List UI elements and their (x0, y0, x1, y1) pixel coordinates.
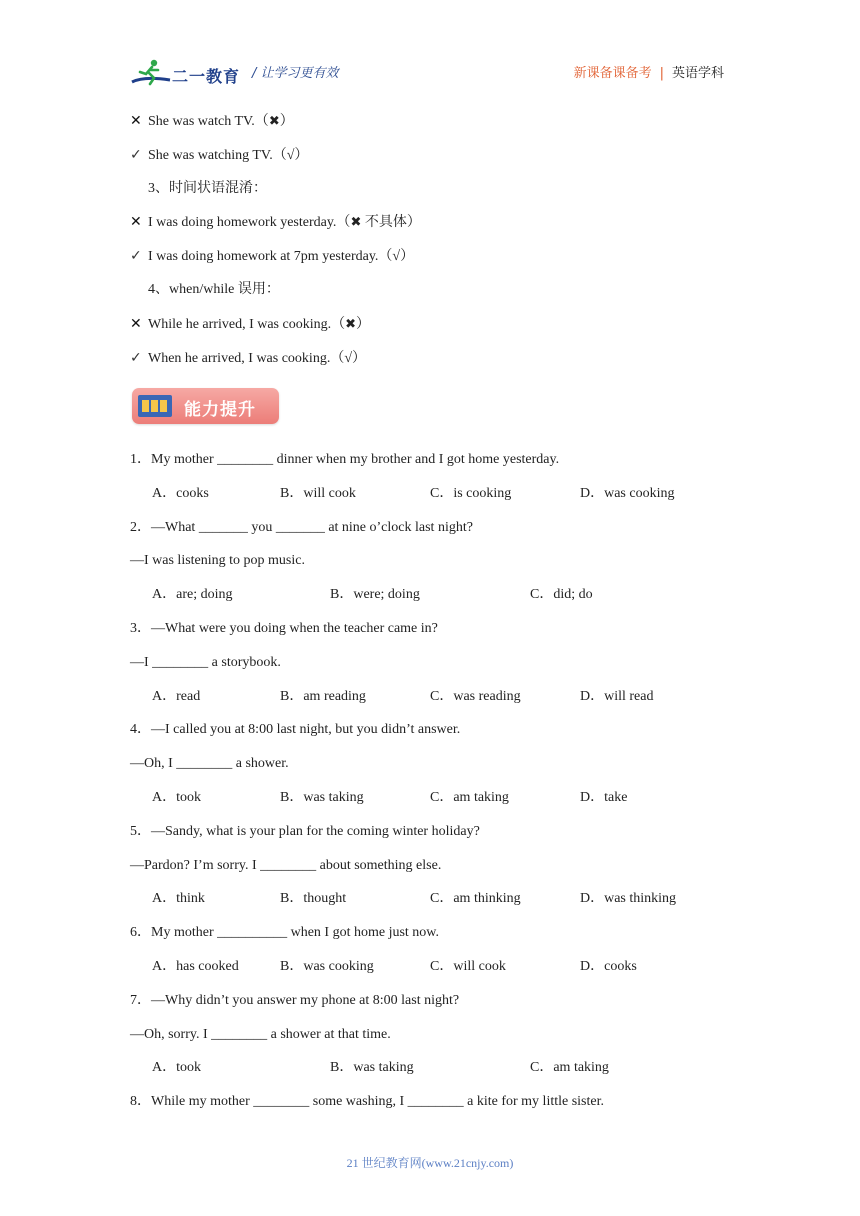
answer-option[interactable]: D．was cooking (580, 485, 675, 501)
header-right (574, 62, 724, 81)
options-row (130, 956, 750, 990)
answer-option[interactable]: B．am reading (280, 688, 366, 704)
answer-option[interactable]: D．cooks (580, 958, 637, 974)
note-line (130, 279, 730, 313)
note-line (130, 245, 730, 279)
correct-icon: ✓ (130, 248, 142, 265)
options-row (130, 686, 750, 720)
presentation-icon (138, 395, 172, 417)
answer-option[interactable]: A．cooks (152, 485, 209, 501)
answer-option[interactable]: D．will read (580, 688, 654, 704)
answer-option[interactable]: C．am taking (530, 1060, 609, 1076)
question-stem: 7．—Why didn’t you answer my phone at 8:00 last night? (130, 992, 460, 1008)
runner-logo-icon (130, 58, 174, 88)
question-stem: —Oh, I ________ a shower. (130, 756, 289, 772)
logo (130, 58, 240, 88)
cross-symbol: ✖ (345, 316, 357, 332)
header-subject: 英语学科 (671, 66, 724, 81)
note-text: She was watching TV.（√） (148, 147, 309, 163)
options-row (130, 888, 750, 922)
answer-option[interactable]: B．was taking (280, 789, 364, 805)
slogan: / 让学习更有效 (252, 66, 339, 81)
question-stem: 8．While my mother ________ some washing, I ________ a kite for my little sister. (130, 1094, 604, 1110)
question-stem: 6．My mother __________ when I got home just now. (130, 925, 440, 941)
answer-option[interactable]: B．will cook (280, 485, 356, 501)
question-list (130, 449, 750, 1125)
note-text: I was doing homework yesterday.（ (148, 215, 351, 231)
note-text: I was doing homework at 7pm yesterday.（√） (148, 249, 415, 265)
question-stem: —I ________ a storybook. (130, 654, 281, 670)
cross-symbol: ✖ (350, 215, 362, 231)
note-line (130, 313, 730, 347)
question-stem: —Oh, sorry. I ________ a shower at that time. (130, 1026, 391, 1042)
note-line (130, 144, 730, 178)
note-text: While he arrived, I was cooking.（ (148, 316, 346, 332)
answer-option[interactable]: A．think (152, 891, 205, 907)
question-stem: 3．—What were you doing when the teacher came in? (130, 620, 438, 636)
answer-option[interactable]: B．were; doing (330, 587, 420, 603)
question-stem: 1．My mother ________ dinner when my brother and I got home yesterday. (130, 452, 560, 467)
options-row (130, 483, 750, 517)
note-line (130, 178, 730, 212)
note-text: She was watch TV.（ (148, 114, 269, 129)
question-stem: 5．—Sandy, what is your plan for the coming winter holiday? (130, 823, 480, 839)
wrong-icon: ✕ (130, 315, 142, 332)
header-separator: | (659, 66, 664, 81)
answer-option[interactable]: C．is cooking (430, 485, 512, 501)
answer-option[interactable]: A．are; doing (152, 587, 233, 603)
answer-option[interactable]: C．did; do (530, 587, 593, 603)
answer-option[interactable]: B．was taking (330, 1060, 414, 1076)
options-row (130, 1057, 750, 1091)
note-line (130, 211, 730, 245)
answer-option[interactable]: A．read (152, 688, 201, 704)
answer-option[interactable]: B．was cooking (280, 958, 374, 974)
answer-option[interactable]: A．took (152, 789, 201, 805)
note-line (130, 347, 730, 381)
logo-text: 二一教育 (172, 67, 241, 86)
answer-option[interactable]: D．take (580, 789, 628, 805)
section-badge (132, 388, 279, 424)
answer-option[interactable]: C．will cook (430, 958, 506, 974)
page-header (130, 56, 730, 92)
note-end: 不具体） (361, 215, 421, 231)
answer-option[interactable]: C．am thinking (430, 891, 521, 907)
note-line (130, 110, 730, 144)
answer-option[interactable]: D．was thinking (580, 891, 677, 907)
question-stem: —Pardon? I’m sorry. I ________ about something else. (130, 857, 442, 873)
notes-section (130, 110, 730, 380)
correct-icon: ✓ (130, 146, 142, 163)
question-stem: 4．—I called you at 8:00 last night, but you didn’t answer. (130, 722, 461, 738)
wrong-icon: ✕ (130, 214, 142, 231)
answer-option[interactable]: C．was reading (430, 688, 521, 704)
note-text: 4、when/while 误用： (148, 281, 280, 297)
answer-option[interactable]: C．am taking (430, 789, 509, 805)
note-end: ） (279, 114, 294, 129)
answer-option[interactable]: A．has cooked (152, 958, 239, 974)
answer-option[interactable]: B．thought (280, 891, 347, 907)
options-row (130, 787, 750, 821)
correct-icon: ✓ (130, 349, 142, 366)
wrong-icon: ✕ (130, 113, 142, 129)
note-text: When he arrived, I was cooking.（√） (148, 350, 367, 366)
header-accent: 新课备课备考 (573, 66, 652, 81)
answer-option[interactable]: A．took (152, 1060, 201, 1076)
options-row (130, 584, 750, 618)
note-text: 3、时间状语混淆： (148, 180, 267, 196)
note-end: ） (356, 316, 371, 332)
page-footer: 21 世纪教育网(www.21cnjy.com) (346, 1156, 514, 1170)
question-stem: —I was listening to pop music. (130, 553, 305, 569)
cross-symbol: ✖ (268, 114, 280, 129)
section-title: 能力提升 (184, 400, 256, 420)
question-stem: 2．—What _______ you _______ at nine o’clock last night? (130, 519, 473, 535)
